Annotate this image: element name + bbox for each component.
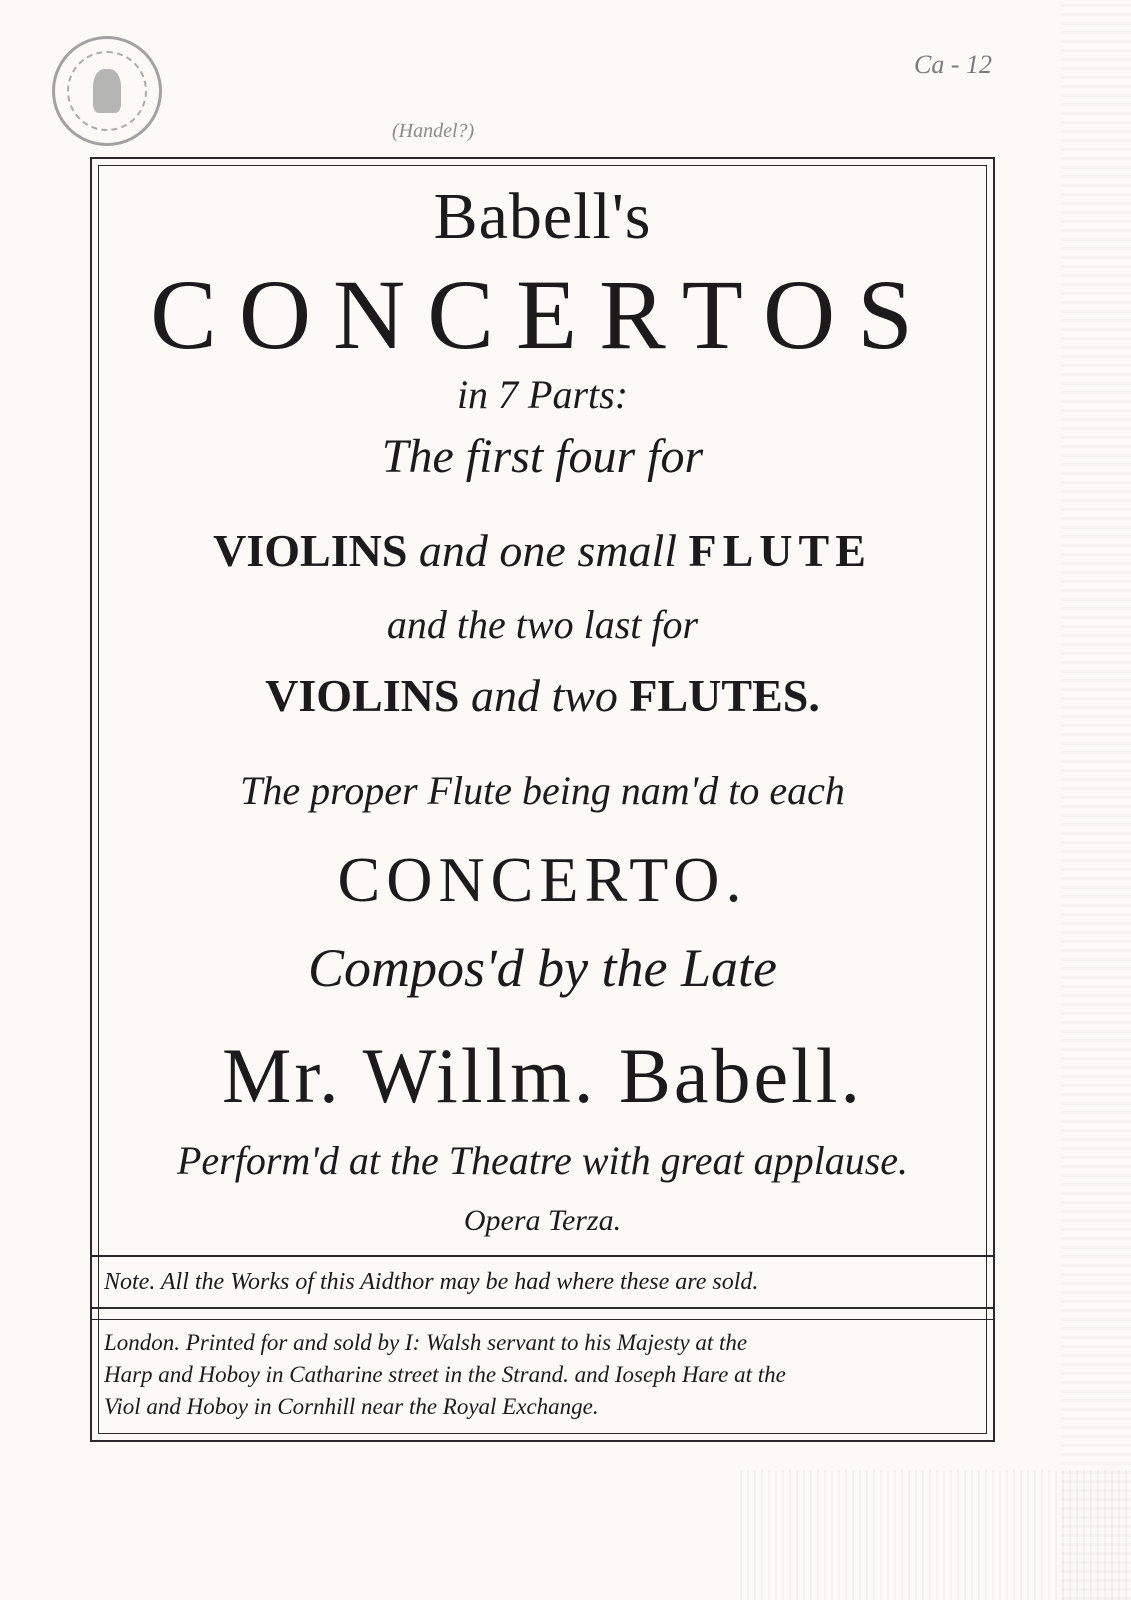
note-box [92,1255,993,1309]
pencil-note: (Handel?) [392,120,475,142]
flutes-label: FLUTES. [629,670,820,721]
title-parts: in 7 Parts: [456,372,629,417]
and-small-label: and one small [418,525,678,576]
note-text: Note. All the Works of this Aidthor may be had where these are sold. [104,1269,759,1295]
composer-name: Mr. Willm. Babell. [222,1032,863,1119]
title-proper-flute: The proper Flute being nam'd to each [240,768,845,813]
imprint-line-2: Harp and Hoboy in Catharine street in the Strand. and Ioseph Hare at the [104,1362,786,1387]
title-concerto: CONCERTO. [337,844,748,915]
imprint-line-3: Viol and Hoboy in Cornhill near the Royal Exchange. [104,1394,599,1419]
imprint-line-1: London. Printed for and sold by I: Walsh servant to his Majesty at the [104,1330,748,1355]
instrumentation-line-2 [92,669,993,722]
title-two-last: and the two last for [386,602,699,647]
stamp-bust-icon [93,69,121,113]
page-edge-texture [1061,0,1131,1600]
library-stamp [52,36,162,146]
title-first-four: The first four for [381,430,704,483]
violins-label-2: VIOLINS [265,670,460,721]
instrumentation-line-1 [92,524,993,577]
opus-label: Opera Terza. [463,1204,622,1237]
performance-note: Perform'd at the Theatre with great applause. [176,1138,909,1183]
title-frame [90,157,995,1442]
flute-label: FLUTE [688,525,872,576]
title-composd: Compos'd by the Late [307,938,778,998]
violins-label: VIOLINS [213,525,408,576]
and-two-label: and two [470,670,618,721]
page-bottom-texture [740,1470,1131,1600]
shelfmark: Ca - 12 [914,50,992,79]
title-name: Babell's [433,180,652,253]
title-main: CONCERTOS [150,259,935,370]
imprint-box [92,1319,993,1427]
